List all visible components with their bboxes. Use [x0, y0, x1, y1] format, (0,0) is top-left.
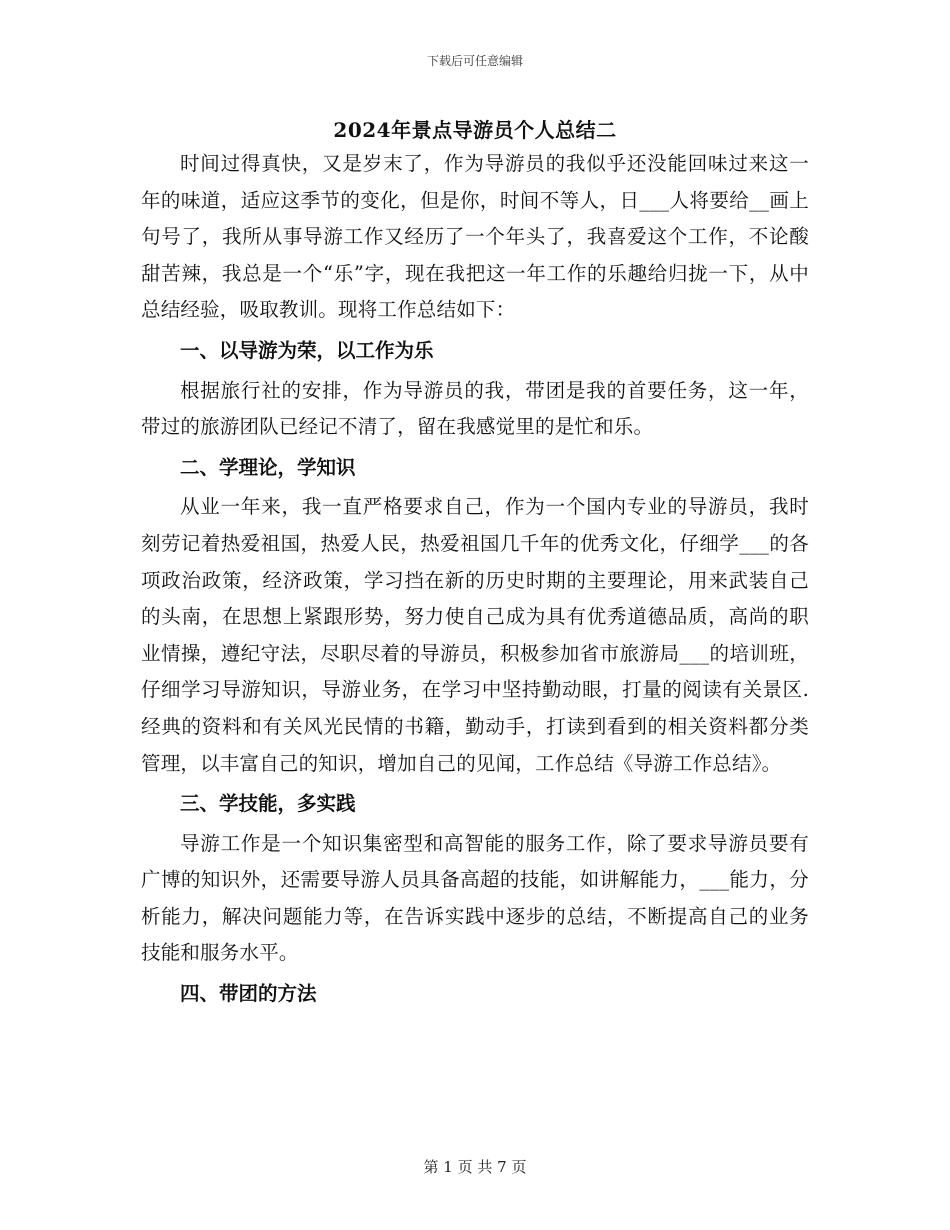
- page-number-footer: 第 1 页 共 7 页: [423, 1158, 527, 1176]
- header-note: 下载后可任意编辑: [426, 54, 523, 68]
- section-heading-4: 四、带团的方法: [180, 982, 317, 1006]
- document-body: [141, 146, 809, 1016]
- section-heading-2: 二、学理论，学知识: [180, 455, 356, 479]
- section-2-paragraph: 从业一年来，我一直严格要求自己，作为一个国内专业的导游员，我时刻劳记着热爱祖国，热爱人民，热爱祖国几千年的优秀文化，仔细学___的各项政治政策，经济政策，学习挡在新的历史时期的主要理论，用来武装自己的头南，在思想上紧跟形势，努力使自己成为具有优秀道德品质，高尚的职业情操，遵纪守法，尽职尽着的导游员，积极参加省市旅游局___的培训班，仔细学习导游知识，导游业务，在学习中坚持勤动眼，打量的阅读有关景区.经典的资料和有关风光民情的书籍，勤动手，打读到看到的相关资料都分类管理，以丰富自己的知识，增加自己的见闻，工作总结《导游工作总结》。: [141, 495, 809, 775]
- section-heading-3: 三、学技能，多实践: [180, 792, 356, 816]
- section-1-paragraph: 根据旅行社的安排，作为导游员的我，带团是我的首要任务，这一年，带过的旅游团队已经记不清了，留在我感觉里的是忙和乐。: [141, 378, 809, 439]
- intro-paragraph: 时间过得真快，又是岁末了，作为导游员的我似乎还没能回味过来这一年的味道，适应这季节的变化，但是你，时间不等人，日___人将要给__画上句号了，我所从事导游工作又经历了一个年头了，我喜爱这个工作，不论酸甜苦辣，我总是一个“乐”字，现在我把这一年工作的乐趣给归拢一下，从中总结经验，吸取教训。现将工作总结如下：: [141, 152, 809, 322]
- document-title: 2024年景点导游员个人总结二: [333, 118, 617, 142]
- section-3-paragraph: 导游工作是一个知识集密型和高智能的服务工作，除了要求导游员要有广博的知识外，还需要导游人员具备高超的技能，如讲解能力，___能力，分析能力，解决问题能力等，在告诉实践中逐步的总结，不断提高自己的业务技能和服务水平。: [141, 831, 809, 965]
- section-heading-1: 一、以导游为荣，以工作为乐: [180, 338, 434, 362]
